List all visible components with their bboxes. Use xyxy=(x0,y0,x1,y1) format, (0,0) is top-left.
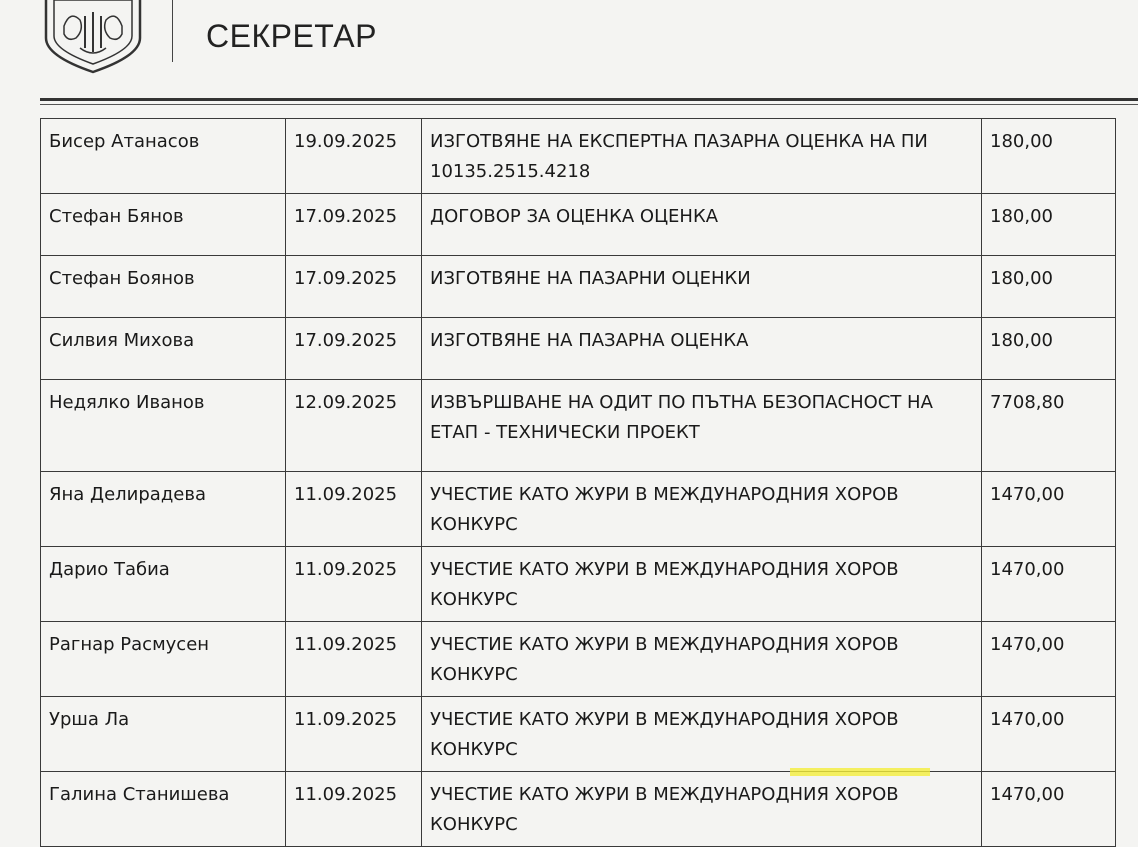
amount-cell: 180,00 xyxy=(982,119,1116,194)
name-cell: Недялко Иванов xyxy=(41,380,286,472)
amount-cell: 180,00 xyxy=(982,194,1116,256)
description-cell: ИЗГОТВЯНЕ НА ПАЗАРНА ОЦЕНКА xyxy=(422,318,982,380)
description-cell: ИЗГОТВЯНЕ НА ЕКСПЕРТНА ПАЗАРНА ОЦЕНКА НА ПИ 10135.2515.4218 xyxy=(422,119,982,194)
amount-cell: 1470,00 xyxy=(982,547,1116,622)
date-cell: 17.09.2025 xyxy=(286,256,422,318)
amount-cell: 1470,00 xyxy=(982,772,1116,847)
date-cell: 17.09.2025 xyxy=(286,318,422,380)
name-cell: Стефан Бянов xyxy=(41,194,286,256)
table-row xyxy=(41,256,1116,318)
page-title: СЕКРЕТАР xyxy=(206,18,377,54)
name-cell: Рагнар Расмусен xyxy=(41,622,286,697)
description-cell: УЧЕСТИЕ КАТО ЖУРИ В МЕЖДУНАРОДНИЯ ХОРОВ КОНКУРС xyxy=(422,472,982,547)
description-cell: УЧЕСТИЕ КАТО ЖУРИ В МЕЖДУНАРОДНИЯ ХОРОВ КОНКУРС xyxy=(422,622,982,697)
table-row xyxy=(41,697,1116,772)
table-row xyxy=(41,194,1116,256)
header-divider xyxy=(172,0,173,62)
date-cell: 11.09.2025 xyxy=(286,622,422,697)
date-cell: 17.09.2025 xyxy=(286,194,422,256)
description-cell: ИЗВЪРШВАНЕ НА ОДИТ ПО ПЪТНА БЕЗОПАСНОСТ НА ЕТАП - ТЕХНИЧЕСКИ ПРОЕКТ xyxy=(422,380,982,472)
name-cell: Силвия Михова xyxy=(41,318,286,380)
payments-table xyxy=(40,118,1116,847)
header-rule-thin xyxy=(40,104,1138,105)
table-row xyxy=(41,380,1116,472)
amount-cell: 1470,00 xyxy=(982,697,1116,772)
table-row xyxy=(41,318,1116,380)
date-cell: 12.09.2025 xyxy=(286,380,422,472)
header-rule-thick xyxy=(40,98,1138,101)
highlighter-mark xyxy=(790,768,930,776)
date-cell: 11.09.2025 xyxy=(286,697,422,772)
table-row xyxy=(41,622,1116,697)
table-row xyxy=(41,772,1116,847)
amount-cell: 1470,00 xyxy=(982,472,1116,547)
table-row xyxy=(41,119,1116,194)
date-cell: 11.09.2025 xyxy=(286,772,422,847)
name-cell: Урша Ла xyxy=(41,697,286,772)
name-cell: Дарио Табиа xyxy=(41,547,286,622)
description-cell: УЧЕСТИЕ КАТО ЖУРИ В МЕЖДУНАРОДНИЯ ХОРОВ КОНКУРС xyxy=(422,547,982,622)
description-cell: УЧЕСТИЕ КАТО ЖУРИ В МЕЖДУНАРОДНИЯ ХОРОВ КОНКУРС xyxy=(422,697,982,772)
coat-of-arms-icon xyxy=(40,0,146,74)
date-cell: 11.09.2025 xyxy=(286,472,422,547)
table-row xyxy=(41,472,1116,547)
name-cell: Бисер Атанасов xyxy=(41,119,286,194)
name-cell: Стефан Боянов xyxy=(41,256,286,318)
document-header xyxy=(0,0,1138,95)
description-cell: ИЗГОТВЯНЕ НА ПАЗАРНИ ОЦЕНКИ xyxy=(422,256,982,318)
table-row xyxy=(41,547,1116,622)
description-cell: ДОГОВОР ЗА ОЦЕНКА ОЦЕНКА xyxy=(422,194,982,256)
name-cell: Яна Делирадева xyxy=(41,472,286,547)
date-cell: 19.09.2025 xyxy=(286,119,422,194)
name-cell: Галина Станишева xyxy=(41,772,286,847)
date-cell: 11.09.2025 xyxy=(286,547,422,622)
description-cell: УЧЕСТИЕ КАТО ЖУРИ В МЕЖДУНАРОДНИЯ ХОРОВ КОНКУРС xyxy=(422,772,982,847)
amount-cell: 7708,80 xyxy=(982,380,1116,472)
amount-cell: 180,00 xyxy=(982,318,1116,380)
payments-table-body xyxy=(41,119,1116,847)
amount-cell: 180,00 xyxy=(982,256,1116,318)
amount-cell: 1470,00 xyxy=(982,622,1116,697)
